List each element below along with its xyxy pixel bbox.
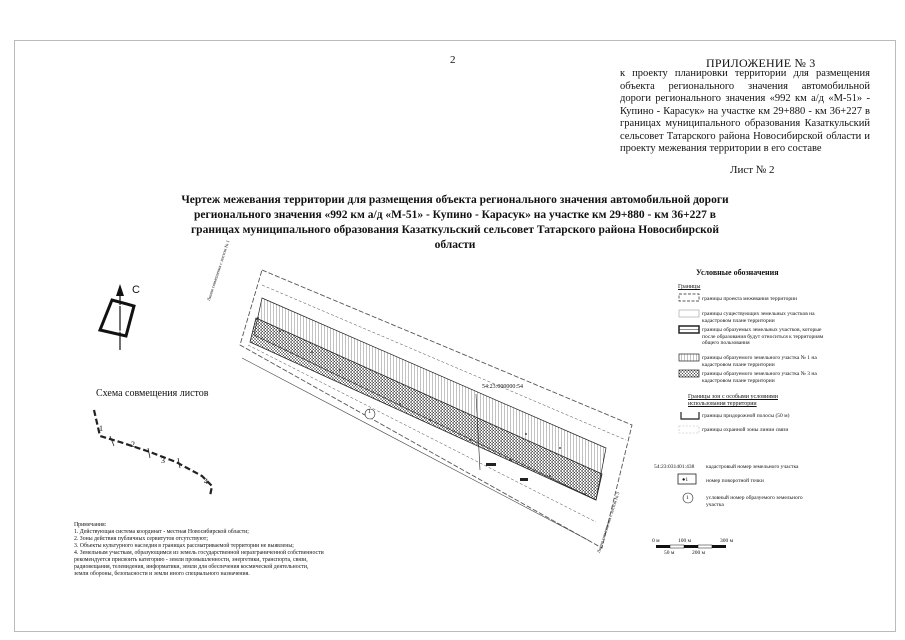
- note-line-2: 2. Зоны действия публичных сервитутов отсутствуют;: [74, 536, 208, 542]
- notes-heading: Примечания:: [74, 522, 107, 528]
- scale-bottom-0: 50 м: [664, 550, 675, 556]
- sheet-scheme: [94, 410, 212, 496]
- side-label-right: Линия совмещения с листом № 3: [596, 491, 621, 554]
- legend-item-4: границы образуемого земельного участка № 1 на кадастровом плане территории: [702, 355, 817, 368]
- legend-cadastral-example: 54:23:031401:438: [654, 464, 695, 470]
- scheme-sheet-3: 3: [161, 456, 165, 465]
- sheet-number: Лист № 2: [730, 164, 775, 176]
- scale-bar: [656, 545, 726, 548]
- scale-bottom-1: 200 м: [692, 550, 706, 556]
- compass-icon: [100, 284, 134, 350]
- legend-zones-heading: Границы зон с особыми условиями использования территории: [688, 394, 778, 407]
- legend-item-5: границы образуемого земельного участка № 3 на кадастровом плане территории: [702, 371, 817, 384]
- legend-plot-example: 1: [686, 495, 689, 501]
- legend-item-3: границы образуемых земельных участков, которые после образования будут относиться к территориям общего пользования: [702, 327, 824, 346]
- legend-zone-item-2: границы охранной зоны линии связи: [702, 427, 789, 433]
- scheme-title: Схема совмещения листов: [96, 388, 209, 399]
- scale-top-2: 300 м: [720, 538, 734, 544]
- legend-zone-item-1: границы придорожной полосы (50 м): [702, 413, 790, 419]
- note-line-1: 1. Действующая система координат - местная Новосибирской области;: [74, 529, 249, 535]
- appendix-text: к проекту планировки территории для размещения объекта регионального значения автомобильной дороги регионального значения «992 км а/д «М-51» - Купино - Карасук» на участке км 29+880 - км 36+227 в границах муниципального образования Казаткульский сельсовет Татарского района Новосибирской области и проекту межевания территории в его составе: [620, 68, 870, 154]
- legend-point-text: номер поворотной точки: [706, 478, 764, 484]
- scheme-sheet-2: 2: [131, 440, 135, 449]
- road-drawing: [240, 270, 632, 548]
- note-line-5: рекомендуется присвоить категорию - земли промышленности, энергетики, транспорта, связи,: [74, 557, 308, 563]
- cadastral-label: 54:23:000000:54: [482, 384, 524, 390]
- drawing-title: Чертеж межевания территории для размещения объекта регионального значения автомобильной дороги регионального значения «992 км а/д «М-51» - Купино - Карасук» на участке км 29+880 - км 36+227 в границах муниципального образования Казаткульский сельсовет Татарского района Новосибирской области: [181, 194, 729, 251]
- legend-item-1: границы проекта межевания территории: [702, 296, 798, 302]
- scale-top-1: 100 м: [678, 538, 692, 544]
- scheme-sheet-1: 1: [99, 424, 103, 433]
- legend-title: Условные обозначения: [696, 268, 779, 277]
- page-number: 2: [450, 54, 456, 66]
- plot-number-label: 1: [368, 409, 371, 415]
- note-line-3: 3. Объекты культурного наследия в границах рассматриваемой территории не выявлены;: [74, 543, 294, 549]
- note-line-6: радиовещания, телевидения, информатики, земли для обеспечения космической деятельности,: [74, 564, 309, 570]
- scheme-sheet-4: 4: [204, 477, 208, 486]
- notes: [74, 522, 374, 578]
- note-line-7: земли обороны, безопасности и земли иного специального назначения.: [74, 571, 250, 577]
- legend-item-2: границы существующих земельных участков на кадастровом плане территории: [702, 311, 815, 324]
- appendix-heading: ПРИЛОЖЕНИЕ № 3: [706, 56, 816, 70]
- legend-borders-heading: Границы: [678, 284, 701, 290]
- compass-north-letter: С: [132, 284, 140, 296]
- legend-cadastral-text: кадастровый номер земельного участка: [706, 464, 799, 470]
- note-line-4: 4. Земельным участкам, образующимся из земель государственной неразграниченной собственности: [74, 550, 324, 556]
- side-label-left: Линия совмещения с листом № 1: [206, 239, 231, 302]
- legend-point-example: ●1: [682, 477, 689, 483]
- legend-plot-text: условный номер образуемого земельного участка: [706, 495, 803, 508]
- scale-top-0: 0 м: [652, 538, 660, 544]
